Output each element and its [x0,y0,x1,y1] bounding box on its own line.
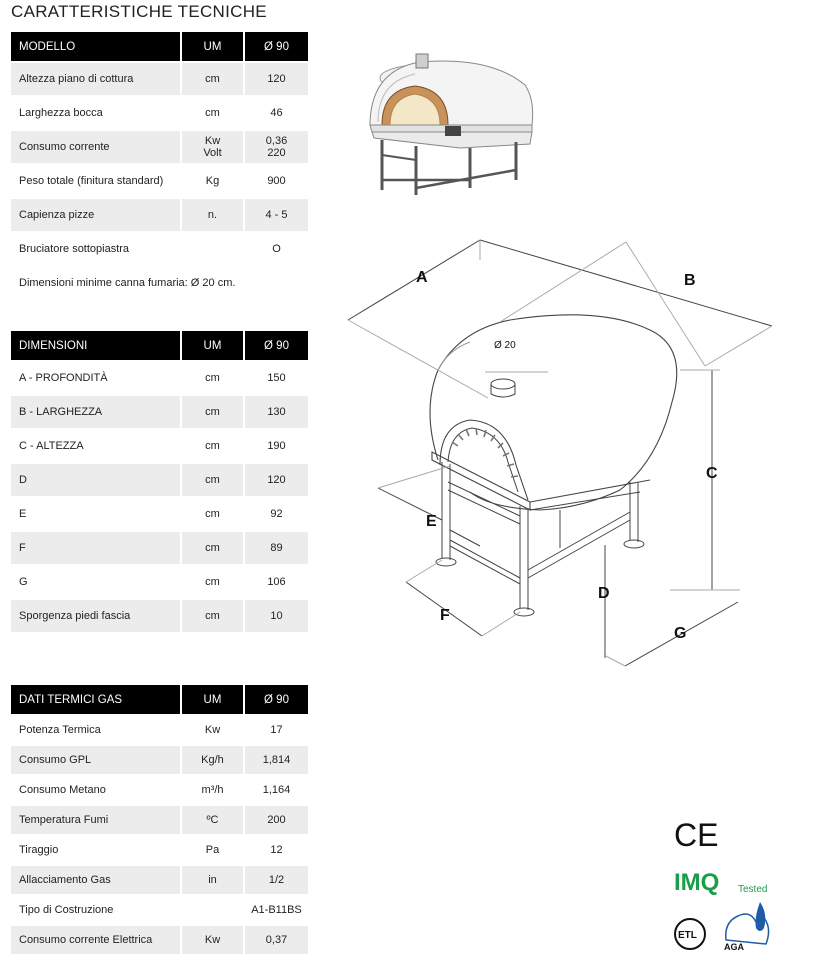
row-label: Tiraggio [11,835,181,865]
table-row [11,62,308,96]
specs-table [11,32,308,299]
flue-diameter-label: Ø 20 [494,340,516,351]
etl-mark-text: ETL [678,930,697,941]
table-row [11,232,308,266]
table-row [11,96,308,130]
oven-photo [370,54,533,195]
row-value: 4 - 5 [244,198,308,232]
row-label: Consumo GPL [11,745,181,775]
table-row [11,361,308,395]
row-label: Consumo Metano [11,775,181,805]
row-unit: cm [181,395,244,429]
dimensions-table [11,331,308,632]
label-e: E [426,513,437,530]
row-label: Altezza piano di cottura [11,62,181,96]
row-unit: cm [181,531,244,565]
row-label: G [11,565,181,599]
label-a: A [416,269,428,286]
row-unit: cm [181,463,244,497]
table-row [11,835,308,865]
certification-marks [660,810,790,960]
table-row [11,164,308,198]
row-value: 0,37 [244,925,308,954]
column-header: DIMENSIONI [11,331,181,361]
row-unit: n. [181,198,244,232]
column-header: UM [181,32,244,62]
label-b: B [684,272,696,289]
row-label: Temperatura Fumi [11,805,181,835]
row-unit: Pa [181,835,244,865]
column-header: UM [181,685,244,715]
label-f: F [440,607,450,624]
row-unit: cm [181,361,244,395]
row-value: A1-B11BS [244,895,308,925]
row-label: Capienza pizze [11,198,181,232]
row-unit: in [181,865,244,895]
table-row [11,895,308,925]
row-label: Tipo di Costruzione [11,895,181,925]
row-unit: cm [181,429,244,463]
table-row [11,715,308,745]
gas-thermal-table [11,685,308,954]
table-row [11,565,308,599]
aga-mark-icon [724,902,769,952]
table-row [11,599,308,632]
row-unit [181,232,244,266]
table-row [11,497,308,531]
column-header: UM [181,331,244,361]
row-label: Bruciatore sottopiastra [11,232,181,266]
column-header: DATI TERMICI GAS [11,685,181,715]
table-row [11,805,308,835]
row-unit: cm [181,497,244,531]
row-unit-line: Kw [204,135,221,147]
label-d: D [598,585,610,602]
oven-drawings [320,30,790,680]
row-unit: Kw [181,715,244,745]
row-label: Peso totale (finitura standard) [11,164,181,198]
row-value: 190 [244,429,308,463]
row-value: 92 [244,497,308,531]
column-header: MODELLO [11,32,181,62]
row-unit: cm [181,62,244,96]
row-unit: cm [181,96,244,130]
row-label: Sporgenza piedi fascia [11,599,181,632]
row-value-line: 0,36 [265,135,288,147]
table-row [11,429,308,463]
table-row [11,198,308,232]
row-unit: ºC [181,805,244,835]
table-row [11,775,308,805]
column-header: Ø 90 [244,685,308,715]
row-label: F [11,531,181,565]
row-label: D [11,463,181,497]
oven-dimension-drawing [348,240,772,666]
row-label: Consumo corrente [11,130,181,164]
row-value: 1,164 [244,775,308,805]
ce-mark-icon: CE [674,817,719,853]
row-value: 46 [244,96,308,130]
dimension-line-a [348,240,480,320]
row-value [244,130,308,164]
row-value: 89 [244,531,308,565]
table-note-row [11,266,308,299]
etl-mark-icon [675,919,705,949]
row-value: O [244,232,308,266]
row-unit: m³/h [181,775,244,805]
page-title: CARATTERISTICHE TECNICHE [11,2,267,21]
label-c: C [706,465,718,482]
door-brick-pattern [452,428,518,477]
label-g: G [674,625,687,642]
row-label: Consumo corrente Elettrica [11,925,181,954]
column-header: Ø 90 [244,32,308,62]
row-label: A - PROFONDITÀ [11,361,181,395]
row-unit: cm [181,599,244,632]
row-unit: cm [181,565,244,599]
row-value: 130 [244,395,308,429]
table-row [11,745,308,775]
row-unit: Kg [181,164,244,198]
row-value: 200 [244,805,308,835]
row-value: 150 [244,361,308,395]
row-value: 120 [244,62,308,96]
row-value: 10 [244,599,308,632]
table-row [11,130,308,164]
row-unit [181,895,244,925]
table-row [11,463,308,497]
row-label: Potenza Termica [11,715,181,745]
row-value: 106 [244,565,308,599]
flue-note: Dimensioni minime canna fumaria: Ø 20 cm. [11,266,308,299]
row-unit [181,130,244,164]
row-value: 120 [244,463,308,497]
row-unit-line: Volt [203,147,222,159]
table-row [11,865,308,895]
row-value: 17 [244,715,308,745]
row-label: B - LARGHEZZA [11,395,181,429]
row-value: 12 [244,835,308,865]
row-value: 1,814 [244,745,308,775]
row-value: 900 [244,164,308,198]
row-value: 1/2 [244,865,308,895]
row-unit: Kw [181,925,244,954]
row-value-line: 220 [267,147,286,159]
table-row [11,395,308,429]
imq-tested-label: Tested [738,884,768,895]
imq-logo-icon: IMQ [674,869,720,896]
row-label: Allacciamento Gas [11,865,181,895]
row-label: E [11,497,181,531]
aga-mark-text: AGA [724,942,744,952]
column-header: Ø 90 [244,331,308,361]
row-label: C - ALTEZZA [11,429,181,463]
table-row [11,925,308,954]
table-row [11,531,308,565]
dimension-line-b [480,240,772,326]
row-unit: Kg/h [181,745,244,775]
row-label: Larghezza bocca [11,96,181,130]
